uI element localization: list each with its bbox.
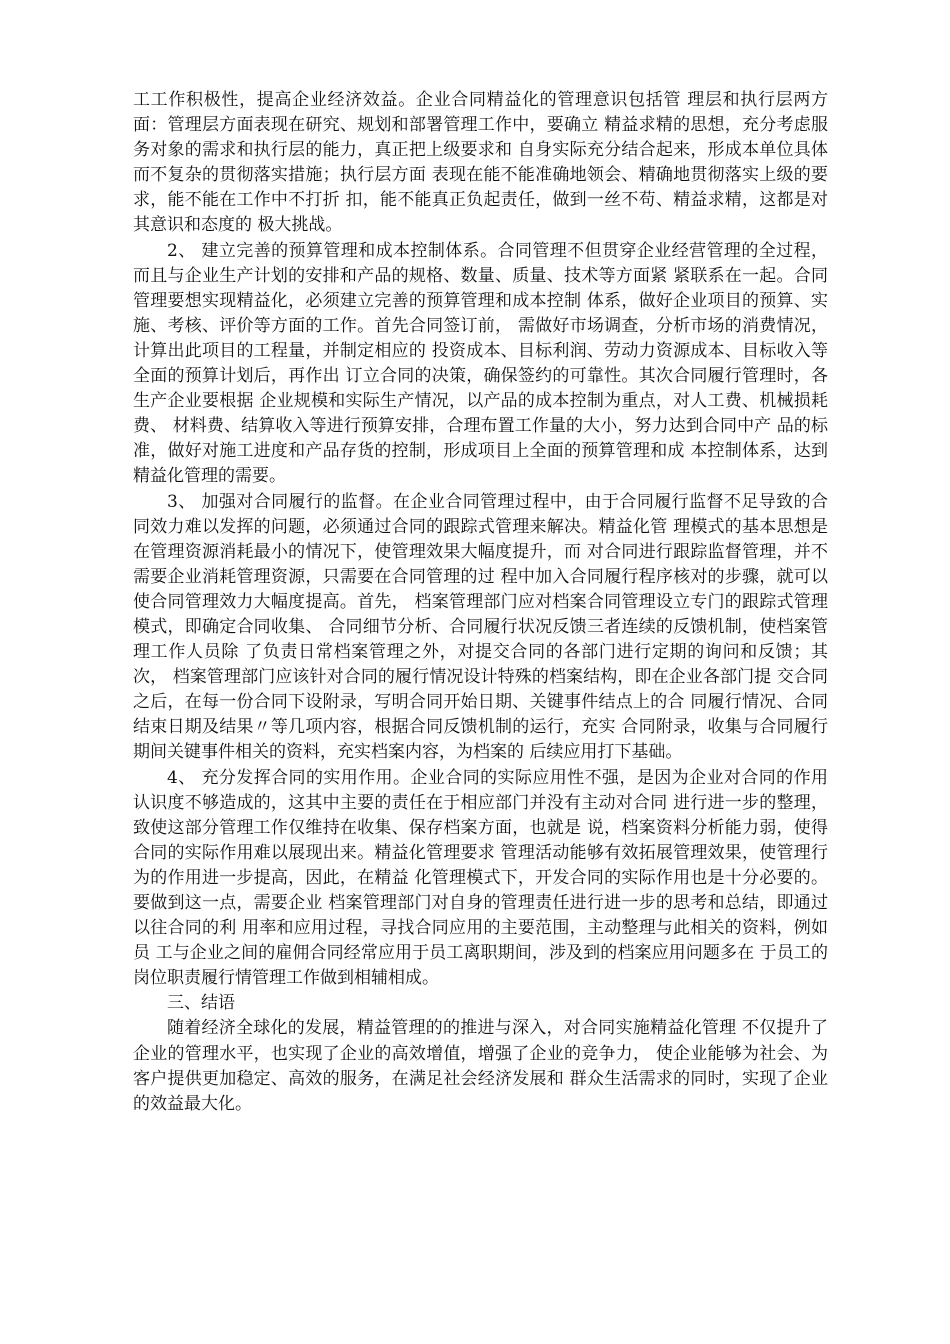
- paragraph-contract-utility: 4、 充分发挥合同的实用作用。企业合同的实际应用性不强，是因为企业对合同的作用认识度不够造成的，这其中主要的责任在于相应部门并没有主动对合同 进行进一步的整理，致使这部分管理工作仅维持在收集、保存档案方面，也就是 说，档案资料分析能力弱，使得合同的实际作用难以展现出来。精益化管理要求 管理活动能够有效拓展管理效果，使管理行为的作用进一步提高，因此，在精益 化管理模式下，开发合同的实际作用也是十分必要的。要做到这一点，需要企业 档案管理部门对自身的管理责任进行进一步的思考和总结，即通过以往合同的利 用率和应用过程，寻找合同应用的主要范围，主动整理与此相关的资料，例如员 工与企业之间的雇佣合同经常应用于员工离职期间，涉及到的档案应用问题多在 于员工的岗位职责履行情管理工作做到相辅相成。: [133, 767, 828, 989]
- section-heading-conclusion: 三、结语: [167, 993, 235, 1014]
- document-page: [133, 88, 828, 1117]
- paragraph-contract-supervision: 3、 加强对合同履行的监督。在企业合同管理过程中，由于合同履行监督不足导致的合同效力难以发挥的问题，必须通过合同的跟踪式管理来解决。精益化管 理模式的基本思想是在管理资源消耗最小的情况下，使管理效果大幅度提升，而 对合同进行跟踪监督管理，并不需要企业消耗管理资源，只需要在合同管理的过 程中加入合同履行程序核对的步骤，就可以使合同管理效力大幅度提高。首先， 档案管理部门应对档案合同管理设立专门的跟踪式管理模式，即确定合同收集、 合同细节分析、合同履行状况反馈三者连续的反馈机制，使档案管理工作人员除 了负责日常档案管理之外，对提交合同的各部门进行定期的询问和反馈；其次， 档案管理部门应该针对合同的履行情况设计特殊的档案结构，即在企业各部门提 交合同之后，在每一份合同下设附录，写明合同开始日期、关键事件结点上的合 同履行情况、合同结束日期及结果〃等几项内容，根据合同反馈机制的运行，充实 合同附录，收集与合同履行期间关键事件相关的资料，充实档案内容，为档案的 后续应用打下基础。: [133, 491, 828, 763]
- paragraph-conclusion: 随着经济全球化的发展，精益管理的的推进与深入，对合同实施精益化管理 不仅提升了企业的管理水平，也实现了企业的高效增值，增强了企业的竞争力， 使企业能够为社会、为客户提供更加稳定、高效的服务，在满足社会经济发展和 群众生活需求的同时，实现了企业的效益最大化。: [133, 1018, 828, 1114]
- paragraph-continuation: 工工作积极性，提高企业经济效益。企业合同精益化的管理意识包括管 理层和执行层两方面：管理层方面表现在研究、规划和部署管理工作中，要确立 精益求精的思想，充分考虑服务对象的需求和执行层的能力，真正把上级要求和 自身实际充分结合起来，形成本单位具体而不复杂的贯彻落实措施；执行层方面 表现在能不能准确地领会、精确地贯彻落实上级的要求，能不能在工作中不打折 扣，能不能真正负起责任，做到一丝不苟、精益求精，这都是对其意识和态度的 极大挑战。: [133, 90, 828, 236]
- paragraph-budget-cost-control: 2、 建立完善的预算管理和成本控制体系。合同管理不但贯穿企业经营管理的全过程，而且与企业生产计划的安排和产品的规格、数量、质量、技术等方面紧 紧联系在一起。合同管理要想实现精益化，必须建立完善的预算管理和成本控制 体系，做好企业项目的预算、实施、考核、评价等方面的工作。首先合同签订前， 需做好市场调查，分析市场的消费情况，计算出此项目的工程量，并制定相应的 投资成本、目标利润、劳动力资源成本、目标收入等全面的预算计划后，再作出 订立合同的决策，确保签约的可靠性。其次合同履行管理时，各生产企业要根据 企业规模和实际生产情况，以产品的成本控制为重点，对人工费、机械损耗费、 材料费、结算收入等进行预算安排，合理布置工作量的大小，努力达到合同中产 品的标准，做好对施工进度和产品存货的控制，形成项目上全面的预算管理和成 本控制体系，达到精益化管理的需要。: [133, 240, 828, 487]
